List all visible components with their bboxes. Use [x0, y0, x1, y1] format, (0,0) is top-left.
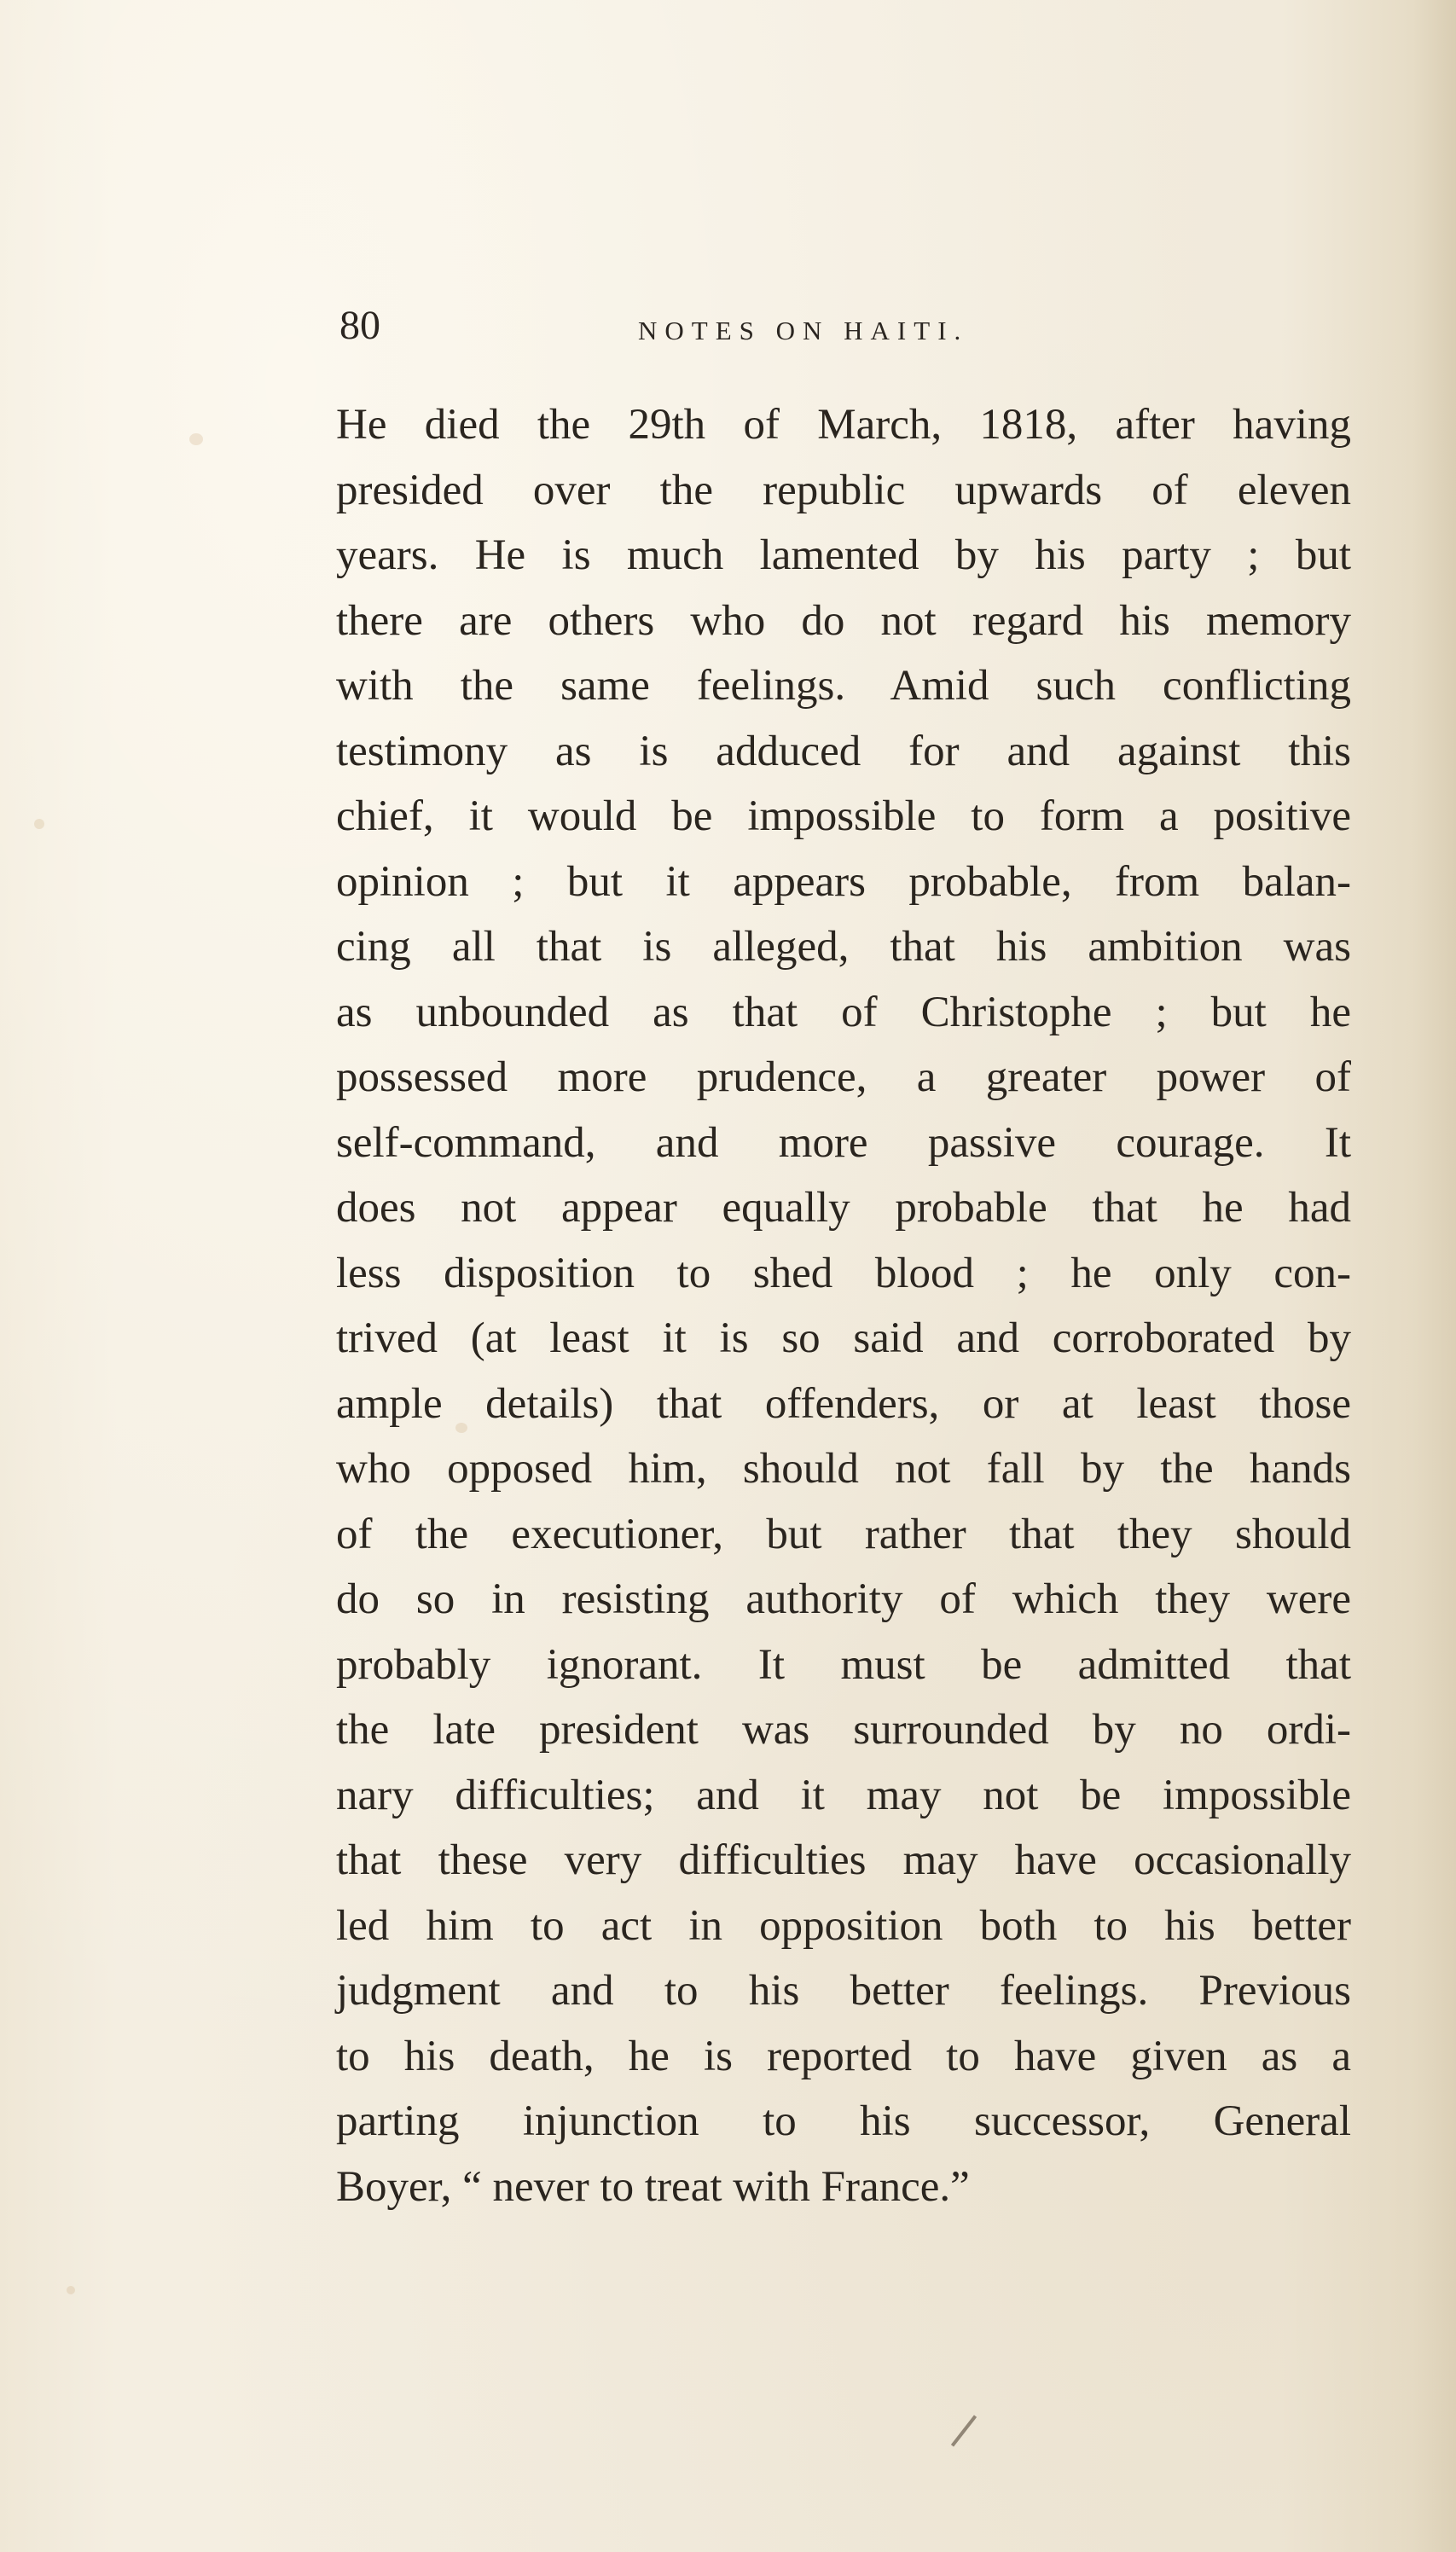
running-head: NOTES ON HAITI.: [638, 316, 969, 345]
text-line: He died the 29th of March, 1818, after having: [336, 401, 1351, 449]
text-line: as unbounded as that of Christophe ; but he: [336, 988, 1351, 1036]
text-line: opinion ; but it appears probable, from balan-: [336, 857, 1351, 906]
text-line: of the executioner, but rather that they should: [336, 1510, 1351, 1558]
text-line: trived (at least it is so said and corroborated by: [336, 1314, 1351, 1362]
text-line: with the same feelings. Amid such conflicting: [336, 662, 1351, 710]
text-line: probably ignorant. It must be admitted that: [336, 1640, 1351, 1689]
text-line: do so in resisting authority of which they were: [336, 1575, 1351, 1623]
page-header: [339, 300, 1348, 351]
text-line: possessed more prudence, a greater power of: [336, 1053, 1351, 1101]
text-line: Boyer, “ never to treat with France.”: [336, 2162, 970, 2211]
text-line: does not appear equally probable that he had: [336, 1184, 1351, 1232]
foxing-spot: [34, 819, 44, 829]
text-line: that these very difficulties may have occasionally: [336, 1836, 1351, 1884]
text-line: the late president was surrounded by no ordi-: [336, 1706, 1351, 1754]
body-text: [336, 392, 1351, 2219]
text-line: judgment and to his better feelings. Previous: [336, 1967, 1351, 2015]
foxing-spot: [189, 433, 203, 445]
page-number: 80: [339, 303, 380, 348]
text-line: led him to act in opposition both to his better: [336, 1901, 1351, 1950]
text-line: ample details) that offenders, or at least those: [336, 1379, 1351, 1428]
text-line: testimony as is adduced for and against this: [336, 727, 1351, 775]
text-line: there are others who do not regard his memory: [336, 596, 1351, 645]
foxing-spot: [67, 2286, 75, 2294]
text-line: self-command, and more passive courage. It: [336, 1118, 1351, 1167]
text-line: less disposition to shed blood ; he only con-: [336, 1249, 1351, 1297]
text-line: nary difficulties; and it may not be impossible: [336, 1771, 1351, 1819]
text-line: presided over the republic upwards of eleven: [336, 466, 1351, 514]
text-line: cing all that is alleged, that his ambition was: [336, 923, 1351, 971]
text-line: who opposed him, should not fall by the hands: [336, 1445, 1351, 1493]
pencil-mark: [951, 2415, 977, 2446]
text-line: years. He is much lamented by his party ; but: [336, 531, 1351, 579]
text-line: to his death, he is reported to have given as a: [336, 2032, 1351, 2080]
text-line: chief, it would be impossible to form a positive: [336, 792, 1351, 840]
text-line: parting injunction to his successor, General: [336, 2097, 1351, 2145]
